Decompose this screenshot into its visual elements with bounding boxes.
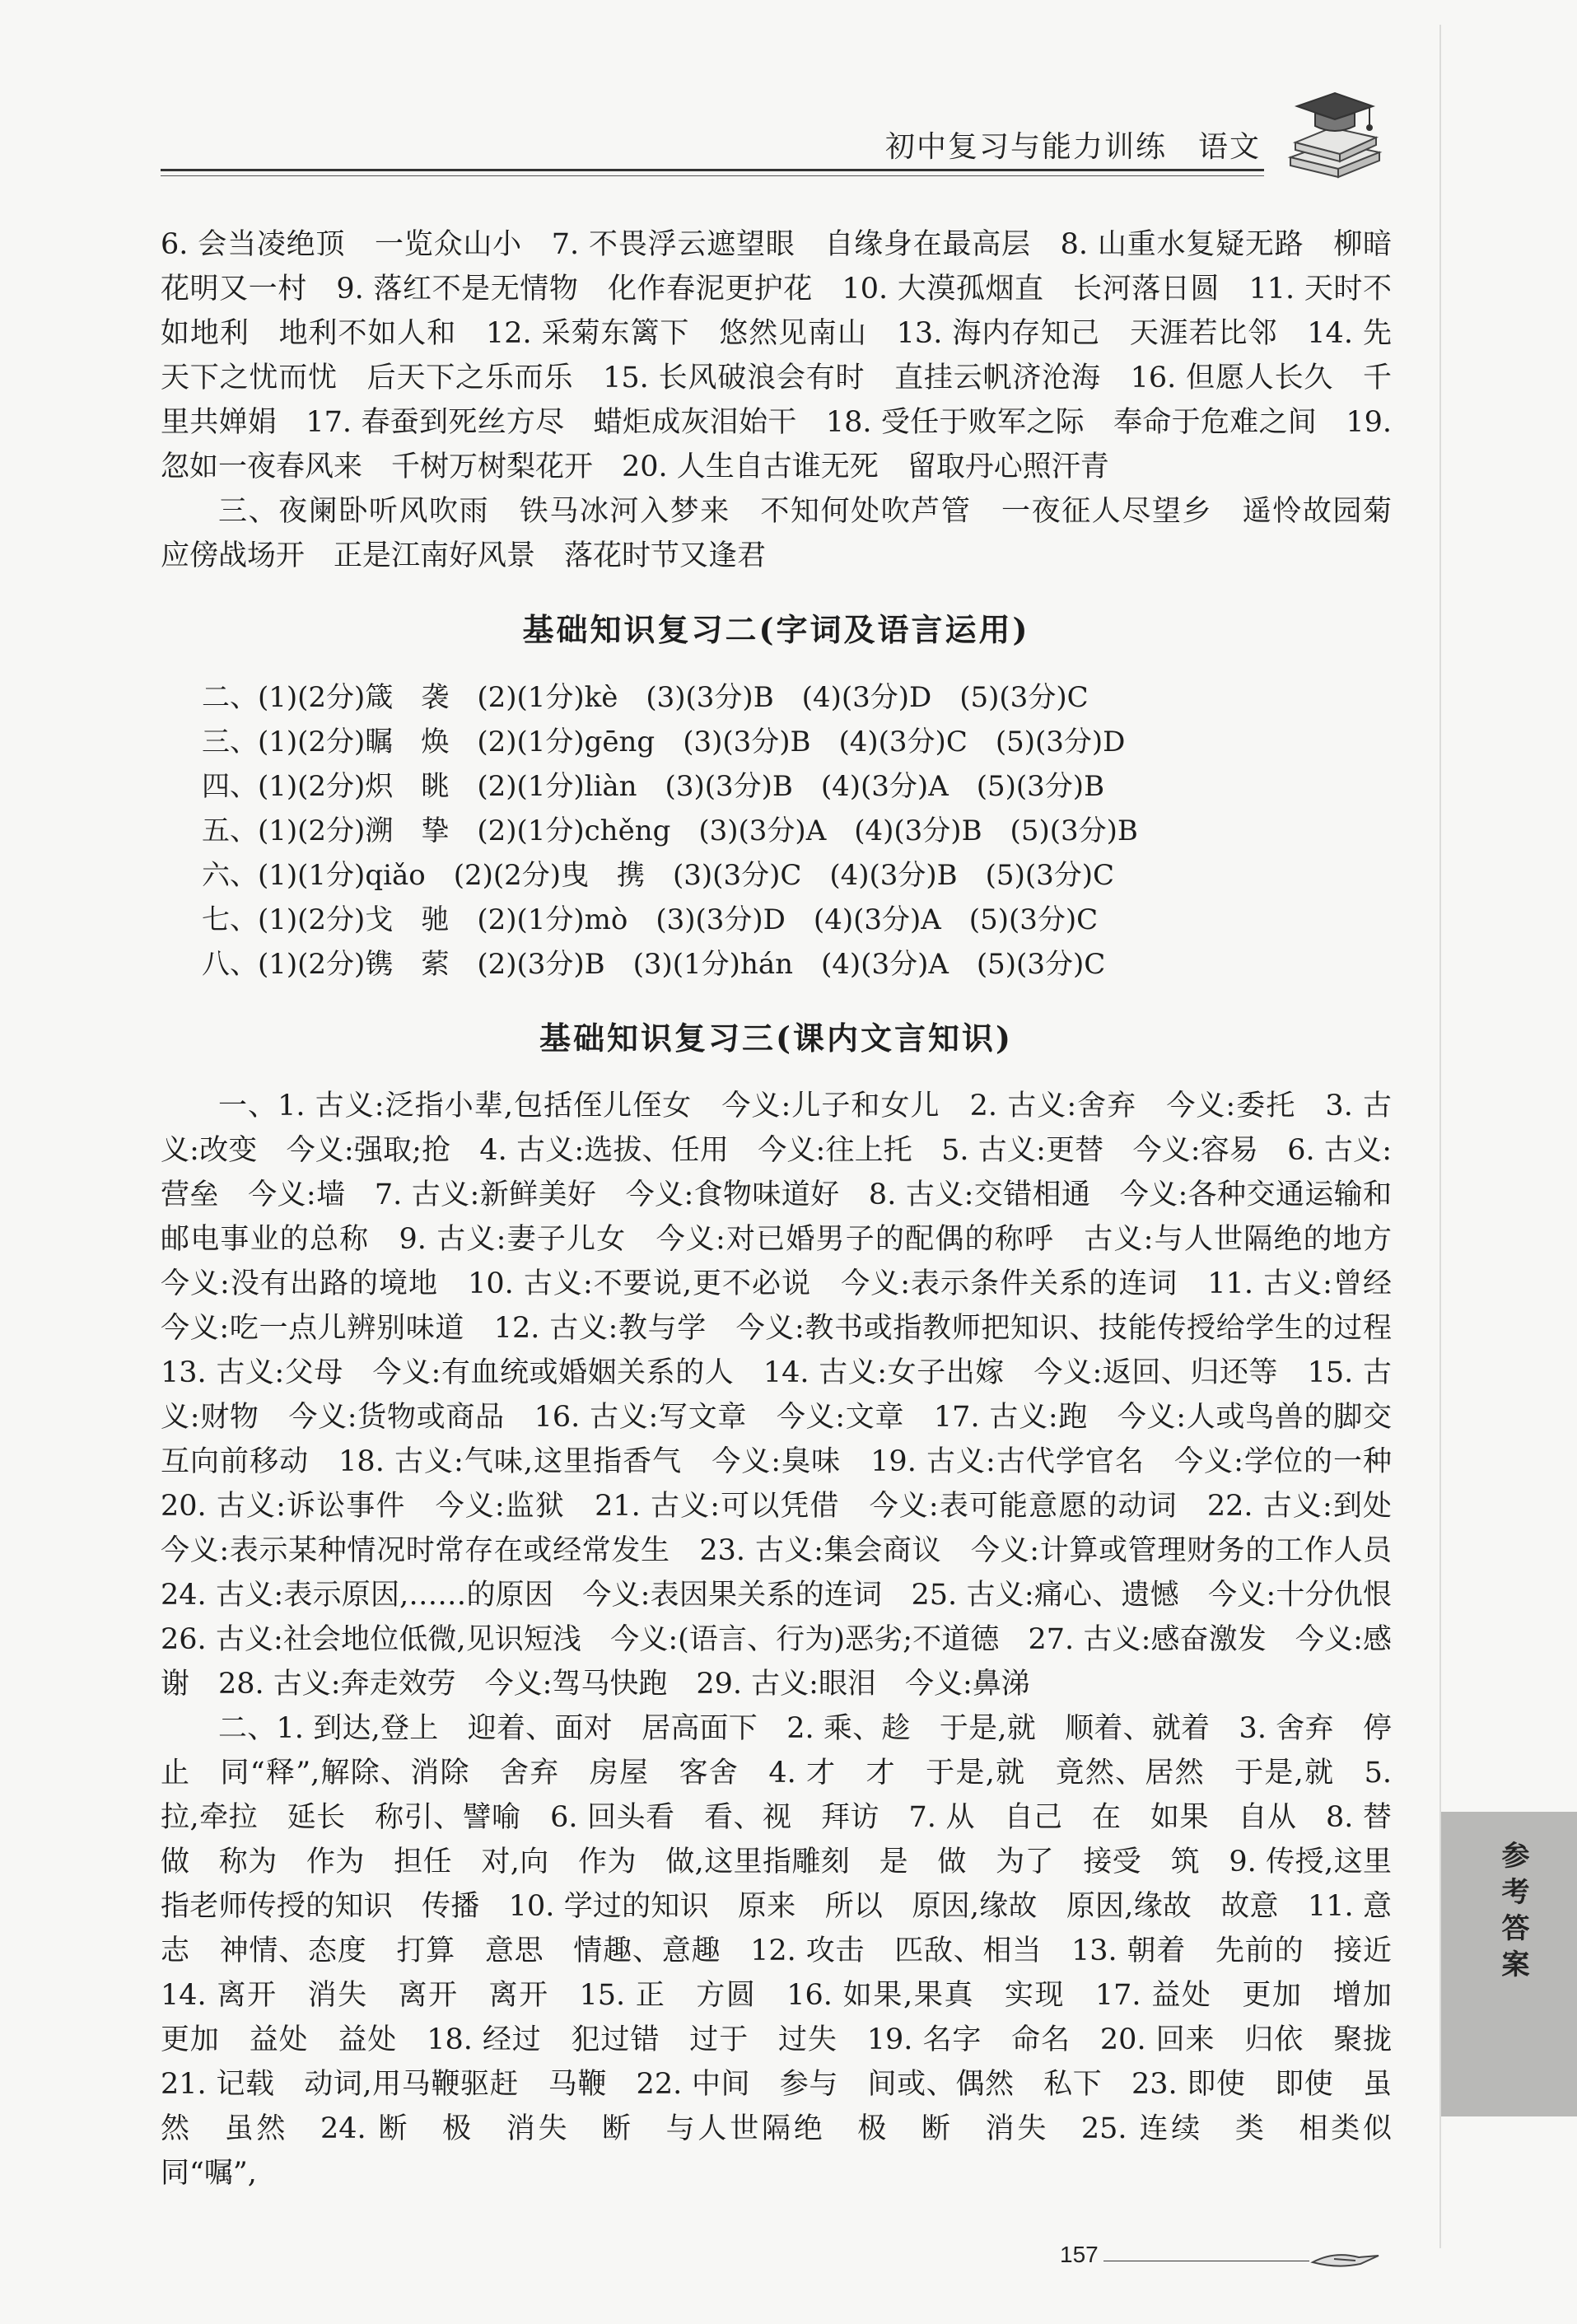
header-rule [161, 169, 1264, 171]
answer-content [161, 222, 1421, 2196]
review3-part1-answers: 一、1. 古义:泛指小辈,包括侄儿侄女 今义:儿子和女儿 2. 古义:舍弃 今义:委托 3. 古义:改变 今义:强取;抢 4. 古义:选拔、任用 今义:往上托 5. 古义:更替 今义:容易 6. 古义:营垒 今义:墙 7. 古义:新鲜美好 今义:食物味道好 8. 古义:交错相通 今义:各种交通运输和邮电事业的总称 9. 古义:妻子儿女 今义:对已婚男子的配偶的称呼 古义:与人世隔绝的地方 今义:没有出路的境地 10. 古义:不要说,更不必说 今义:表示条件关系的连词 11. 古义:曾经 今义:吃一点儿辨别味道 12. 古义:教与学 今义:教书或指教师把知识、技能传授给学生的过程 13. 古义:父母 今义:有血统或婚姻关系的人 14. 古义:女子出嫁 今义:返回、归还等 15. 古义:财物 今义:货物或商品 16. 古义:写文章 今义:文章 17. 古义:跑 今义:人或鸟兽的脚交互向前移动 18. 古义:气味,这里指香气 今义:臭味 19. 古义:古代学官名 今义:学位的一种 20. 古义:诉讼事件 今义:监狱 21. 古义:可以凭借 今义:表可能意愿的动词 22. 古义:到处 今义:表示某种情况时常存在或经常发生 23. 古义:集会商议 今义:计算或管理财务的工作人员 24. 古义:表示原因,……的原因 今义:表因果关系的连词 25. 古义:痛心、遗憾 今义:十分仇恨 26. 古义:社会地位低微,见识短浅 今义:(语言、行为)恶劣;不道德 27. 古义:感奋激发 今义:感谢 28. 古义:奔走效劳 今义:驾马快跑 29. 古义:眼泪 今义:鼻涕 [161, 1090, 1421, 1701]
pen-nib-icon [1309, 2244, 1383, 2277]
side-tab-label: 参考答案 [1496, 1841, 1529, 1986]
review1-part2-answers: 6. 会当凌绝顶 一览众山小 7. 不畏浮云遮望眼 自缘身在最高层 8. 山重水复疑无路 柳暗花明又一村 9. 落红不是无情物 化作春泥更护花 10. 大漠孤烟直 长河落日圆 11. 天时不如地利 地利不如人和 12. 采菊东篱下 悠然见南山 13. 海内存知己 天涯若比邻 14. 先天下之忧而忧 后天下之乐而乐 15. 长风破浪会有时 直挂云帆济沧海 16. 但愿人长久 千里共婵娟 17. 春蚕到死丝方尽 蜡炬成灰泪始干 18. 受任于败军之际 奉命于危难之间 19. 忽如一夜春风来 千树万树梨花开 20. 人生自古谁无死 留取丹心照汗青 [161, 228, 1392, 483]
section-title-review2: 基础知识复习二(字词及语言运用) [522, 611, 1030, 648]
header-title: 初中复习与能力训练 语文 [885, 130, 1262, 164]
section-title-review3: 基础知识复习三(课内文言知识) [539, 1020, 1013, 1057]
books-graduation-cap-icon [1281, 78, 1388, 185]
review3-part2-answers: 二、1. 到达,登上 迎着、面对 居高面下 2. 乘、趁 于是,就 顺着、就着 3. 舍弃 停止 同“释”,解除、消除 舍弃 房屋 客舍 4. 才 才 于是,就 竟然、居然 于是,就 5. 拉,牵拉 延长 称引、譬喻 6. 回头看 看、视 拜访 7. 从 自己 在 如果 自从 8. 替 做 称为 作为 担任 对,向 作为 做,这里指雕刻 是 做 为了 接受 筑 9. 传授,这里指老师传授的知识 传播 10. 学过的知识 原来 所以 原因,缘故 原因,缘故 故意 11. 意志 神情、态度 打算 意思 情趣、意趣 12. 攻击 匹敌、相当 13. 朝着 先前的 接近 14. 离开 消失 离开 离开 15. 正 方圆 16. 如果,果真 实现 17. 益处 更加 增加 更加 益处 益处 18. 经过 犯过错 过于 过失 19. 名字 命名 20. 回来 归依 聚拢 21. 记载 动词,用马鞭驱赶 马鞭 22. 中间 参与 间或、偶然 私下 23. 即使 即使 虽然 虽然 24. 断 极 消失 断 与人世隔绝 极 断 消失 25. 连续 类 相类似 同“嘱”, [161, 1712, 1421, 2190]
answer-row: 六、(1)(1分)qiǎo (2)(2分)曳 携 (3)(3分)C (4)(3分)B (5)(3分)C [202, 859, 1115, 892]
review1-part3-answers: 三、夜阑卧听风吹雨 铁马冰河入梦来 不知何处吹芦管 一夜征人尽望乡 遥怜故园菊 应傍战场开 正是江南好风景 落花时节又逢君 [161, 495, 1421, 572]
answer-row: 五、(1)(2分)溯 挚 (2)(1分)chěng (3)(3分)A (4)(3分)B (5)(3分)B [202, 814, 1138, 847]
answer-row: 八、(1)(2分)镌 萦 (2)(3分)B (3)(1分)hán (4)(3分)A (5)(3分)C [202, 948, 1106, 981]
review2-answer-list [202, 675, 1392, 987]
header-rule-thin [161, 175, 1264, 176]
answer-row: 二、(1)(2分)箴 袭 (2)(1分)kè (3)(3分)B (4)(3分)D (5)(3分)C [202, 681, 1089, 714]
answer-row: 四、(1)(2分)炽 眺 (2)(1分)liàn (3)(3分)B (4)(3分)A (5)(3分)B [202, 770, 1105, 803]
answer-row: 三、(1)(2分)瞩 焕 (2)(1分)gēng (3)(3分)B (4)(3分)C (5)(3分)D [202, 726, 1126, 758]
page-number: 157 [1060, 2242, 1099, 2267]
answer-row: 七、(1)(2分)戈 驰 (2)(1分)mò (3)(3分)D (4)(3分)A (5)(3分)C [202, 903, 1099, 936]
